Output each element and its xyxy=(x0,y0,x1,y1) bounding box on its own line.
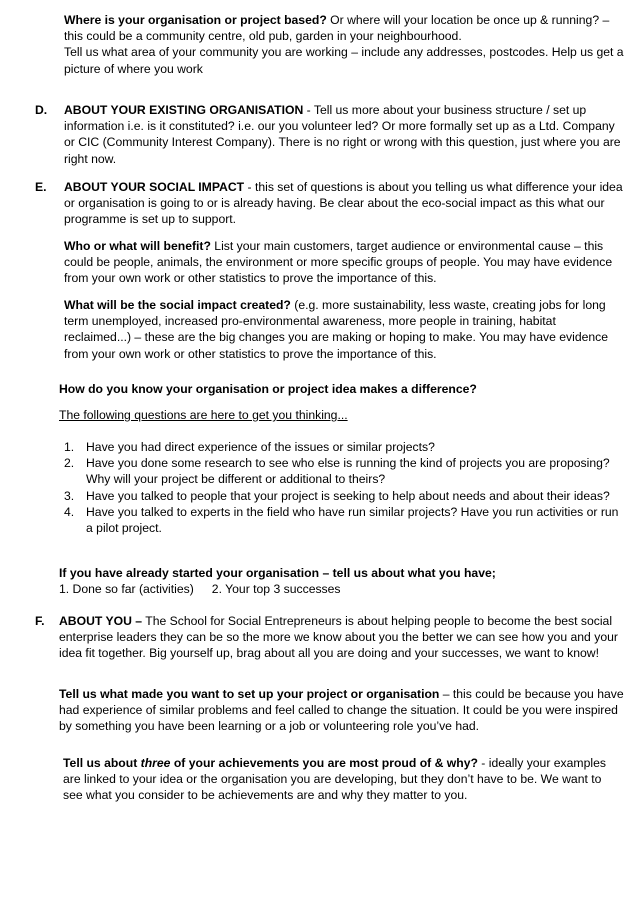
impact-text: (e.g. more sustainability, less waste, creating jobs for long term unemployed, increased pro-environmental awareness, more people in training, habitat reclaimed...) – these are the big changes you are making or hoping to make. You may have evidence from your own work or other statistics to prove the importance of this. xyxy=(64,298,609,361)
section-d xyxy=(64,102,624,167)
section-e-text: - this set of questions is about you telling us what difference your idea or organisation is going to or is already having. Be clear about the eco-social impact as this what our programme is set up to support. xyxy=(64,180,623,227)
benefit-text: List your main customers, target audience or environmental cause – this could be people, animals, the environment or more specific groups of people. You may have evidence from your own work or other statistics to prove the importance of this. xyxy=(64,239,613,286)
achievements-question xyxy=(63,755,624,804)
started-list xyxy=(59,581,624,597)
section-f-letter: F. xyxy=(35,614,45,628)
list-item-text: Have you talked to experts in the field who have run similar projects? Have you run activities or run a pilot project. xyxy=(86,504,619,536)
section-e-letter: E. xyxy=(35,180,47,194)
motivation-question xyxy=(59,686,624,735)
achievements-lead-a: Tell us about xyxy=(63,756,141,770)
list-item-number: 2. xyxy=(64,456,75,471)
benefit-lead: Who or what will benefit? xyxy=(64,239,211,253)
list-item-number: 3. xyxy=(64,488,75,503)
list-item xyxy=(64,455,624,487)
list-item-number: 4. xyxy=(64,504,75,519)
list-item xyxy=(64,504,624,536)
started-item-activities: 1. Done so far (activities) xyxy=(59,582,194,596)
section-d-letter: D. xyxy=(35,103,48,117)
location-lead: Where is your organisation or project based? xyxy=(64,13,327,27)
list-item-number: 1. xyxy=(64,440,75,454)
difference-heading: How do you know your organisation or project idea makes a difference? xyxy=(59,382,477,396)
section-d-heading: ABOUT YOUR EXISTING ORGANISATION xyxy=(64,103,304,117)
impact-lead: What will be the social impact created? xyxy=(64,298,291,312)
section-e xyxy=(64,179,624,228)
location-question xyxy=(64,12,624,77)
achievements-text: - ideally your examples are linked to your idea or the organisation you are developing, but they don’t have to be. We want to see what you consider to be achievements are and why they matter to you. xyxy=(63,756,606,803)
started-item-successes: 2. Your top 3 successes xyxy=(211,582,341,596)
list-item xyxy=(64,439,624,455)
list-item-text: Have you had direct experience of the issues or similar projects? xyxy=(86,440,435,454)
difference-subheading: The following questions are here to get you thinking... xyxy=(59,408,348,422)
difference-question-list xyxy=(64,439,624,536)
location-text-2: Tell us what area of your community you are working – include any addresses, postcodes. Help us get a picture of where you work xyxy=(64,45,624,76)
section-d-text: - Tell us more about your business structure / set up information i.e. is it constituted? i.e. our you volunteer led? Or more formally set up as a Ltd. Company or CIC (Community Interest Company). There is no right or wrong with this question, just where you are right now. xyxy=(64,103,621,166)
benefit-question xyxy=(64,238,624,287)
impact-question xyxy=(64,297,624,362)
location-text: Or where will your location be once up & running? – this could be a community centre, old pub, garden in your neighbourhood. xyxy=(64,13,610,44)
motivation-text: – this could be because you have had experience of similar problems and feel called to change the situation. It could be you were inspired by something you have been learning or a job or volunteering role you’ve had. xyxy=(59,687,624,734)
achievements-lead-three: three xyxy=(140,756,171,770)
section-f-heading: ABOUT YOU – xyxy=(59,614,143,628)
section-f xyxy=(59,613,624,662)
started-heading: If you have already started your organisation – tell us about what you have; xyxy=(59,566,496,580)
list-item-text: Have you talked to people that your project is seeking to help about needs and about their ideas? xyxy=(86,488,610,503)
section-e-heading: ABOUT YOUR SOCIAL IMPACT xyxy=(64,180,245,194)
achievements-lead-c: of your achievements you are most proud of & why? xyxy=(170,756,478,770)
list-item xyxy=(64,488,624,504)
motivation-lead: Tell us what made you want to set up your project or organisation xyxy=(59,687,440,701)
list-item-text: Have you done some research to see who else is running the kind of projects you are proposing? Why will your project be different or additional to theirs? xyxy=(86,456,610,487)
section-f-text: The School for Social Entrepreneurs is about helping people to become the best social enterprise leaders they can be so the more we know about you the better we can see how you and your idea fit together. Big yourself up, brag about all you are doing and your successes, we want to know! xyxy=(59,614,618,661)
